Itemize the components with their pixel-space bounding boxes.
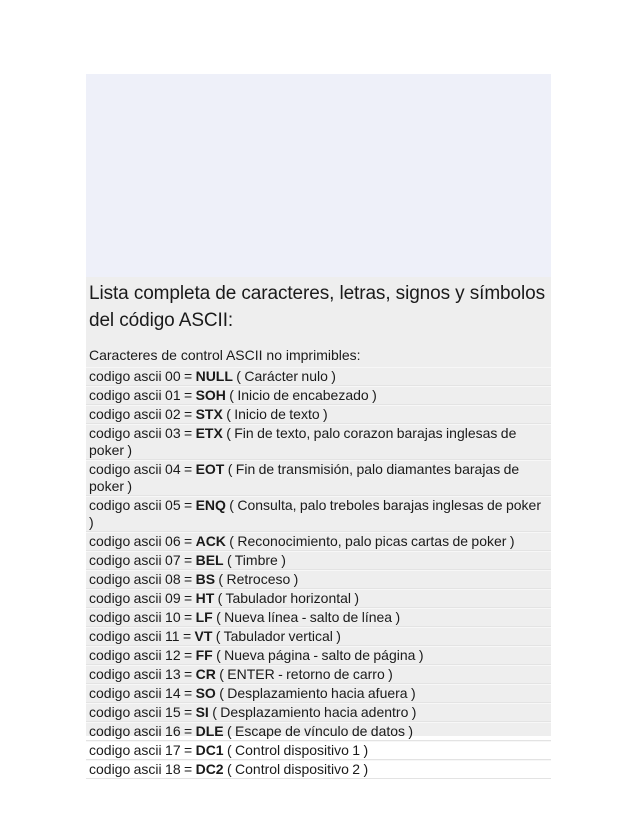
list-item xyxy=(86,496,551,532)
image-placeholder xyxy=(86,74,551,277)
entry-description: ( Timbre ) xyxy=(223,552,286,568)
list-item xyxy=(86,551,551,570)
list-item xyxy=(86,665,551,684)
list-item xyxy=(86,722,551,741)
entry-prefix: codigo ascii 07 = xyxy=(89,552,196,568)
entry-description: ( Fin de transmisión, palo diamantes barajas de poker ) xyxy=(89,461,520,494)
ascii-entry-list xyxy=(86,367,551,779)
entry-code: BEL xyxy=(195,552,224,568)
entry-description: ( Nueva línea - salto de línea ) xyxy=(212,609,401,625)
list-item xyxy=(86,589,551,608)
list-item xyxy=(86,424,551,460)
entry-description: ( Tabulador vertical ) xyxy=(212,628,341,644)
list-item xyxy=(86,703,551,722)
entry-description: ( Desplazamiento hacia adentro ) xyxy=(208,704,417,720)
entry-code: STX xyxy=(195,406,223,422)
entry-code: DC2 xyxy=(195,761,224,777)
entry-code: ACK xyxy=(195,533,226,549)
entry-description: ( Reconocimiento, palo picas cartas de poker ) xyxy=(225,533,515,549)
list-item xyxy=(86,684,551,703)
entry-code: DC1 xyxy=(195,742,224,758)
list-item xyxy=(86,386,551,405)
list-item xyxy=(86,741,551,760)
document-content xyxy=(86,74,551,777)
list-item xyxy=(86,532,551,551)
entry-prefix: codigo ascii 12 = xyxy=(89,647,196,663)
entry-code: ENQ xyxy=(195,497,226,513)
entry-code: NULL xyxy=(195,368,233,384)
entry-description: ( Inicio de encabezado ) xyxy=(225,387,377,403)
entry-description: ( ENTER - retorno de carro ) xyxy=(215,666,393,682)
list-item xyxy=(86,646,551,665)
entry-prefix: codigo ascii 09 = xyxy=(89,590,196,606)
entry-prefix: codigo ascii 15 = xyxy=(89,704,196,720)
entry-code: FF xyxy=(195,647,213,663)
entry-description: ( Escape de vínculo de datos ) xyxy=(223,723,414,739)
entry-description: ( Consulta, palo treboles barajas inglesas de poker ) xyxy=(89,497,541,530)
entry-code: BS xyxy=(195,571,216,587)
entry-description: ( Retroceso ) xyxy=(215,571,299,587)
entry-code: ETX xyxy=(195,425,223,441)
entry-prefix: codigo ascii 13 = xyxy=(89,666,196,682)
list-item xyxy=(86,460,551,496)
entry-code: VT xyxy=(194,628,213,644)
entry-description: ( Inicio de texto ) xyxy=(222,406,328,422)
page-title: Lista completa de caracteres, letras, signos y símbolos del código ASCII: xyxy=(89,283,545,331)
entry-code: LF xyxy=(195,609,213,625)
entry-prefix: codigo ascii 01 = xyxy=(89,387,196,403)
entry-description: ( Nueva página - salto de página ) xyxy=(212,647,424,663)
entry-prefix: codigo ascii 17 = xyxy=(89,742,196,758)
entry-description: ( Fin de texto, palo corazon barajas inglesas de poker ) xyxy=(89,425,517,458)
entry-code: SO xyxy=(195,685,216,701)
entry-description: ( Desplazamiento hacia afuera ) xyxy=(215,685,416,701)
entry-description: ( Control dispositivo 1 ) xyxy=(223,742,369,758)
entry-prefix: codigo ascii 10 = xyxy=(89,609,196,625)
entry-code: SI xyxy=(195,704,209,720)
entry-prefix: codigo ascii 11 = xyxy=(89,628,195,644)
list-item xyxy=(86,405,551,424)
entry-description: ( Carácter nulo ) xyxy=(232,368,336,384)
entry-prefix: codigo ascii 04 = xyxy=(89,461,196,477)
entry-prefix: codigo ascii 02 = xyxy=(89,406,196,422)
entry-code: EOT xyxy=(195,461,225,477)
list-item xyxy=(86,760,551,779)
entry-prefix: codigo ascii 08 = xyxy=(89,571,196,587)
entry-code: CR xyxy=(195,666,216,682)
entry-description: ( Control dispositivo 2 ) xyxy=(223,761,369,777)
entry-prefix: codigo ascii 16 = xyxy=(89,723,196,739)
list-item xyxy=(86,608,551,627)
list-item xyxy=(86,627,551,646)
entry-description: ( Tabulador horizontal ) xyxy=(214,590,360,606)
list-item xyxy=(86,570,551,589)
entry-prefix: codigo ascii 14 = xyxy=(89,685,196,701)
entry-prefix: codigo ascii 03 = xyxy=(89,425,196,441)
entry-code: DLE xyxy=(195,723,224,739)
entry-prefix: codigo ascii 06 = xyxy=(89,533,196,549)
entry-prefix: codigo ascii 00 = xyxy=(89,368,196,384)
entry-prefix: codigo ascii 05 = xyxy=(89,497,196,513)
entry-code: SOH xyxy=(195,387,226,403)
entry-prefix: codigo ascii 18 = xyxy=(89,761,196,777)
section-heading: Caracteres de control ASCII no imprimibles: xyxy=(89,347,361,363)
entry-code: HT xyxy=(195,590,215,606)
list-item xyxy=(86,367,551,386)
